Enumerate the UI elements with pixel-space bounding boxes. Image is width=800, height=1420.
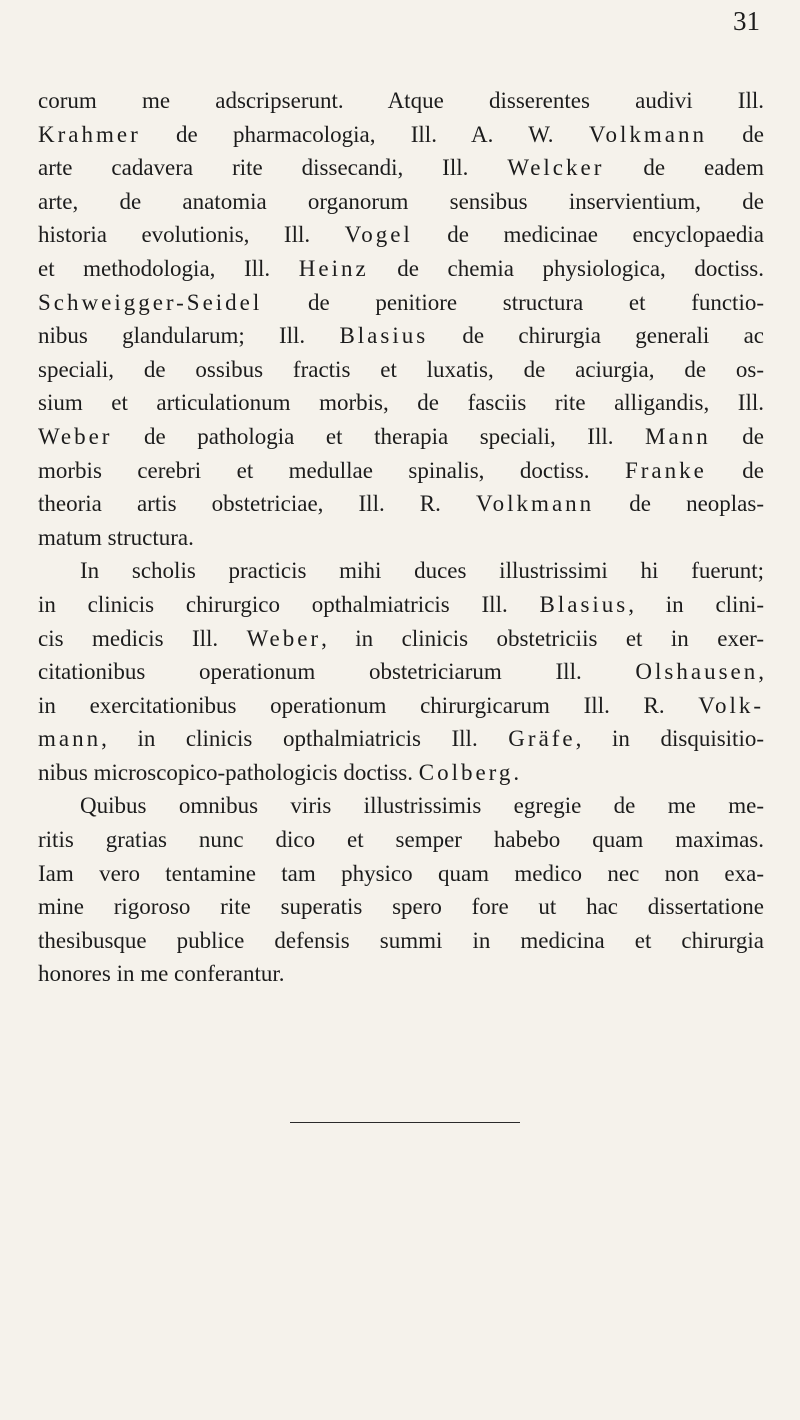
text-line (38, 588, 764, 622)
spaced-name: Olshausen (635, 659, 759, 685)
text-run: honores in me conferantur. (38, 961, 285, 987)
text-run: speciali, de ossibus fractis et luxatis, de aciurgia, de os- (38, 356, 764, 382)
text-run: thesibusque publice defensis summi in medicina et chirurgia (38, 927, 764, 953)
paragraph (38, 84, 764, 554)
text-run: de (710, 423, 764, 449)
spaced-name: Vogel (344, 222, 413, 248)
text-line (38, 655, 764, 689)
text-line (38, 319, 764, 353)
paragraph (38, 789, 764, 991)
text-run: nibus microscopico-pathologicis doctiss. (38, 759, 419, 785)
spaced-name: Mann (645, 423, 711, 449)
text-run: de penitiore structura et functio- (262, 289, 764, 315)
text-run: , (758, 659, 764, 685)
text-run: Quibus omnibus viris illustrissimis egregie de me me- (80, 793, 764, 819)
text-line (38, 286, 764, 320)
text-line (38, 924, 764, 958)
page-number: 31 (733, 6, 760, 36)
text-line (38, 857, 764, 891)
text-run: de chirurgia generali ac (428, 323, 764, 349)
text-run: cis medicis Ill. (38, 625, 247, 651)
text-line (38, 789, 764, 823)
text-run: mine rigoroso rite superatis spero fore ut hac dissertatione (38, 894, 764, 920)
spaced-name: Volkmann (476, 491, 595, 517)
text-line (38, 118, 764, 152)
spaced-name: Krahmer (38, 121, 141, 147)
text-run: de (706, 121, 764, 147)
text-line (38, 386, 764, 420)
text-line (38, 957, 764, 991)
text-run: et methodologia, Ill. (38, 255, 299, 281)
text-run: nibus glandularum; Ill. (38, 323, 340, 349)
spaced-name: Weber (38, 423, 113, 449)
text-line (38, 252, 764, 286)
text-line (38, 420, 764, 454)
text-run: historia evolutionis, Ill. (38, 222, 345, 248)
text-line (38, 890, 764, 924)
text-run: de medicinae encyclopaedia (412, 222, 764, 248)
text-run: in clinicis chirurgico opthalmiatricis Ill. (38, 591, 540, 617)
text-line (38, 756, 764, 790)
spaced-name: Schweigger-Seidel (38, 289, 263, 315)
spaced-name: Franke (624, 457, 707, 483)
text-line (38, 84, 764, 118)
text-run: theoria artis obstetriciae, Ill. R. (38, 491, 477, 517)
spaced-name: Heinz (298, 255, 369, 281)
text-line (38, 823, 764, 857)
text-run: de neoplas- (594, 491, 764, 517)
text-run: corum me adscripserunt. Atque disserentes audivi Ill. (38, 88, 764, 113)
text-line (38, 622, 764, 656)
text-line (38, 487, 764, 521)
text-run: Iam vero tentamine tam physico quam medico nec non exa- (38, 860, 764, 886)
text-run: de pathologia et therapia speciali, Ill. (112, 423, 646, 449)
text-run: In scholis practicis mihi duces illustrissimi hi fuerunt; (80, 558, 764, 584)
text-run: ritis gratias nunc dico et semper habebo quam maximas. (38, 827, 764, 853)
text-run: de (706, 457, 764, 483)
spaced-name: mann (38, 726, 102, 752)
text-line (38, 689, 764, 723)
text-run: morbis cerebri et medullae spinalis, doctiss. (38, 457, 625, 483)
closing-rule (290, 1122, 520, 1123)
spaced-name: Welcker (507, 155, 605, 181)
text-run: , in clinicis opthalmiatricis Ill. (101, 726, 509, 752)
spaced-name: Colberg (418, 759, 514, 785)
text-line (38, 554, 764, 588)
text-run: , in clini- (628, 591, 764, 617)
text-run: sium et articulationum morbis, de fasciis rite alligandis, Ill. (38, 390, 764, 416)
spaced-name: Volk- (698, 692, 764, 718)
text-run: in exercitationibus operationum chirurgicarum Ill. R. (38, 692, 699, 718)
text-line (38, 151, 764, 185)
text-run: arte cadavera rite dissecandi, Ill. (38, 155, 508, 181)
text-line (38, 353, 764, 387)
text-run: . (513, 759, 520, 785)
spaced-name: Gräfe (508, 726, 576, 752)
spaced-name: Blasius (339, 323, 429, 349)
text-run: de eadem (604, 155, 764, 181)
text-line (38, 722, 764, 756)
text-run: arte, de anatomia organorum sensibus inservientium, de (38, 188, 764, 214)
text-run: , in disquisitio- (575, 726, 764, 752)
text-line (38, 521, 764, 555)
spaced-name: Volkmann (588, 121, 707, 147)
paragraph (38, 554, 764, 789)
body-text (38, 84, 764, 991)
text-line (38, 218, 764, 252)
text-line (38, 454, 764, 488)
text-run: matum structura. (38, 524, 194, 550)
spaced-name: Blasius (539, 591, 629, 617)
text-run: de pharmacologia, Ill. A. W. (140, 121, 589, 147)
text-line (38, 185, 764, 219)
text-run: , in clinicis obstetriciis et in exer- (321, 625, 764, 651)
spaced-name: Weber (246, 625, 322, 651)
text-run: citationibus operationum obstetriciarum Ill. (38, 659, 636, 685)
text-run: de chemia physiologica, doctiss. (368, 255, 764, 281)
